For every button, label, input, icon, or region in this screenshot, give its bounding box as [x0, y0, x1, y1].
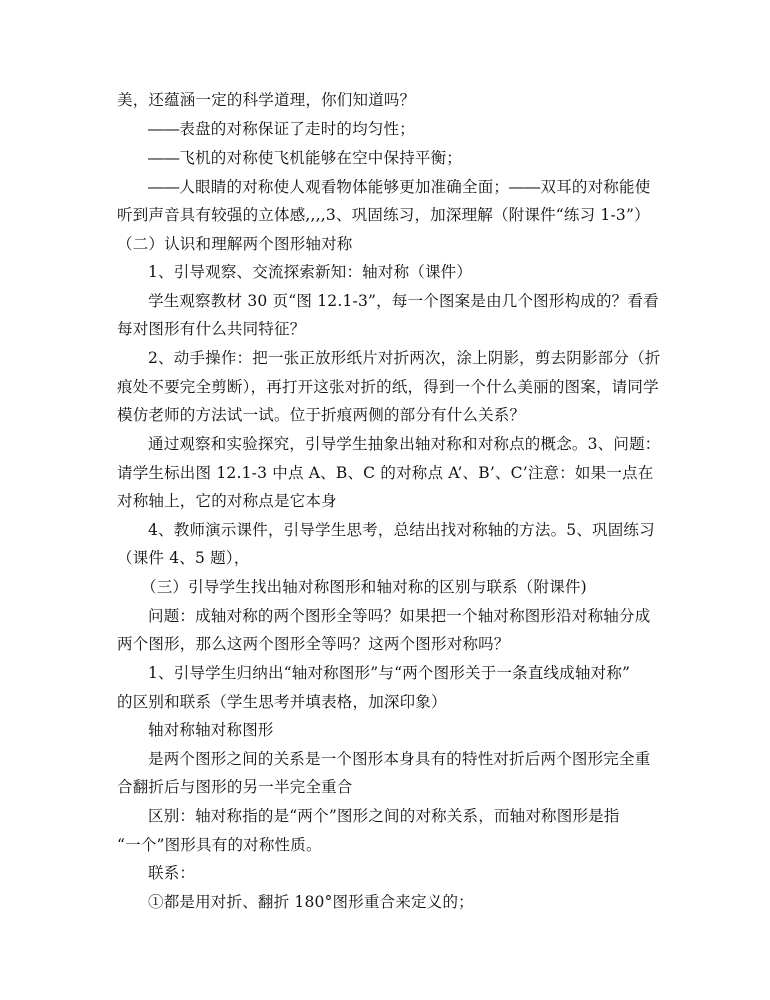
text-line-1: 美，还蕴涵一定的科学道理，你们知道吗？	[117, 91, 416, 109]
section-heading-2: （二）认识和理解两个图形轴对称	[117, 235, 353, 253]
text-line-9: 每对图形有什么共同特征？	[117, 320, 306, 338]
text-line-19: 问题：成轴对称的两个图形全等吗？如果把一个轴对称图形沿对称轴分成	[148, 607, 651, 625]
text-line-3: ――飞机的对称使飞机能够在空中保持平衡；	[148, 149, 463, 167]
text-line-8: 学生观察教材 30 页“图 12.1-3”，每一个图案是由几个图形构成的？看看	[148, 292, 659, 310]
section-heading-3: （三）引导学生找出轴对称图形和轴对称的区别与联系（附课件)	[141, 578, 587, 596]
text-line-15: 对称轴上，它的对称点是它本身	[117, 492, 337, 510]
text-line-11: 痕处不要完全剪断），再打开这张对折的纸，得到一个什么美丽的图案，请同学	[117, 378, 659, 396]
text-line-13: 通过观察和实验探究，引导学生抽象出轴对称和对称点的概念。3、问题：	[148, 435, 661, 453]
text-line-25: 合翻折后与图形的另一半完全重合	[117, 778, 353, 796]
text-line-22: 的区别和联系（学生思考并填表格，加深印象）	[117, 693, 447, 711]
text-line-5: 听到声音具有较强的立体感,,,,3、巩固练习，加深理解（附课件“练习 1-3”）	[117, 206, 650, 224]
text-line-14: 请学生标出图 12.1-3 中点 A、B、C 的对称点 A’、B’、C’注意：如果一点在	[117, 464, 654, 482]
text-line-12: 模仿老师的方法试一试。位于折痕两侧的部分有什么关系？	[117, 406, 526, 424]
text-line-2: ――表盘的对称保证了走时的均匀性；	[148, 120, 415, 138]
text-line-27: “一个”图形具有的对称性质。	[117, 836, 322, 854]
text-line-26: 区别：轴对称指的是“两个”图形之间的对称关系，而轴对称图形是指	[148, 807, 620, 825]
text-line-28: 联系：	[148, 864, 196, 882]
text-line-7: 1、引导观察、交流探索新知：轴对称（课件）	[148, 263, 473, 281]
text-line-24: 是两个图形之间的关系是一个图形本身具有的特性对折后两个图形完全重	[148, 750, 651, 768]
text-line-29: ①都是用对折、翻折 180°图形重合来定义的；	[148, 893, 474, 911]
text-line-23: 轴对称轴对称图形	[148, 721, 274, 739]
text-line-16: 4、教师演示课件，引导学生思考，总结出找对称轴的方法。5、巩固练习	[148, 521, 655, 539]
text-line-20: 两个图形，那么这两个图形全等吗？这两个图形对称吗？	[117, 635, 510, 653]
text-line-10: 2、动手操作：把一张正放形纸片对折两次，涂上阴影，剪去阴影部分（折	[148, 349, 661, 367]
text-line-17: （课件 4、5 题），	[117, 549, 250, 567]
text-line-4: ――人眼睛的对称使人观看物体能够更加准确全面；――双耳的对称能使	[148, 178, 651, 196]
text-line-21: 1、引导学生归纳出“轴对称图形”与“两个图形关于一条直线成轴对称”	[148, 664, 631, 682]
